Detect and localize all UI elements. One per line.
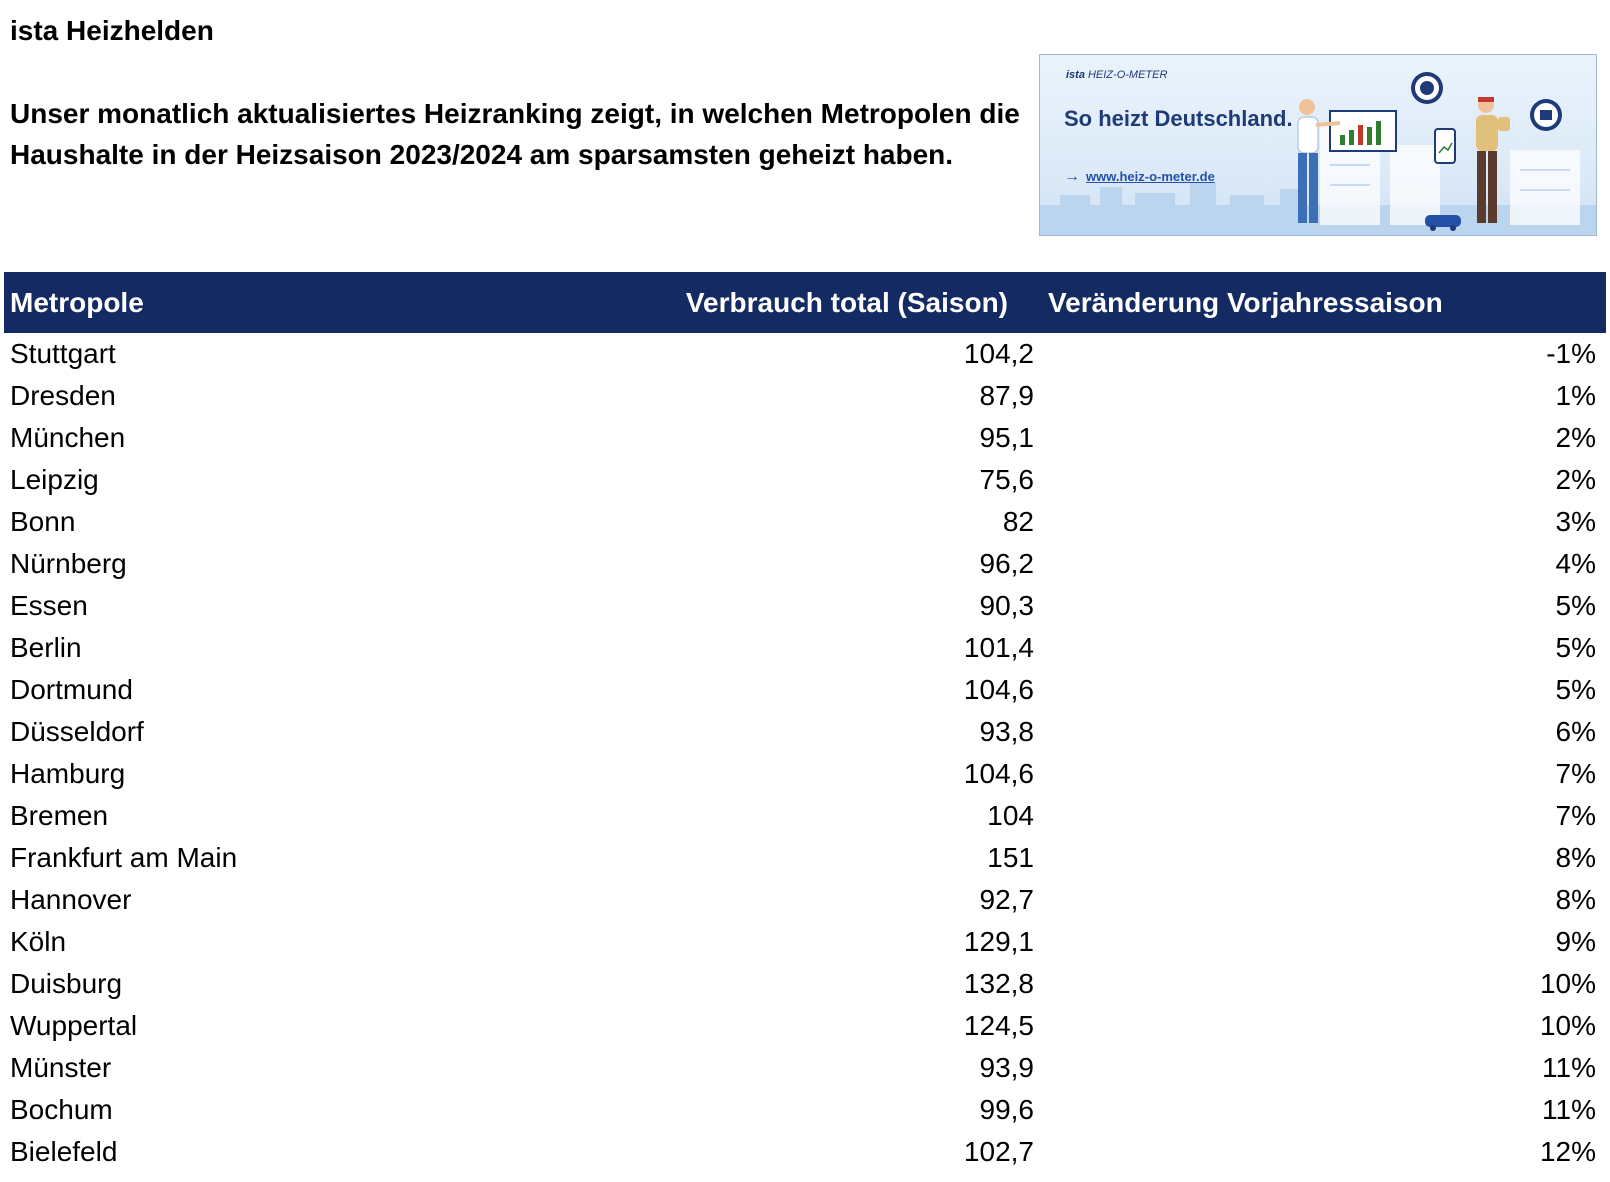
change-cell: 4% bbox=[1555, 548, 1596, 579]
table-row bbox=[4, 1005, 1606, 1047]
table-header bbox=[4, 272, 1606, 333]
city-cell: Essen bbox=[10, 590, 88, 621]
change-cell: 10% bbox=[1539, 1010, 1596, 1041]
change-cell: 11% bbox=[1542, 1094, 1596, 1125]
intro-text: Unser monatlich aktualisiertes Heizranking zeigt, in welchen Metropolen die Haushalte in der Heizsaison 2023/2024 am sparsamsten geheizt haben. bbox=[10, 98, 1020, 170]
table-row bbox=[4, 711, 1606, 753]
consumption-cell: 102,7 bbox=[963, 1136, 1034, 1167]
ista-logo: ista bbox=[1066, 69, 1085, 81]
product-name: HEIZ-O-METER bbox=[1087, 69, 1168, 81]
change-cell: -1% bbox=[1546, 338, 1596, 369]
consumption-cell: 90,3 bbox=[979, 590, 1034, 621]
table-row bbox=[4, 921, 1606, 963]
table-row bbox=[4, 375, 1606, 417]
city-cell: München bbox=[10, 422, 126, 453]
city-cell: Köln bbox=[10, 926, 67, 957]
table-row bbox=[4, 333, 1606, 375]
change-cell: 11% bbox=[1542, 1052, 1596, 1083]
table-row bbox=[4, 1089, 1606, 1131]
change-cell: 7% bbox=[1555, 758, 1596, 789]
change-cell: 1% bbox=[1555, 380, 1596, 411]
change-cell: 3% bbox=[1555, 506, 1596, 537]
table-row bbox=[4, 501, 1606, 543]
arrow-right-icon: → bbox=[1064, 168, 1080, 185]
city-cell: Wuppertal bbox=[10, 1010, 138, 1041]
table-row bbox=[4, 585, 1606, 627]
banner-brand bbox=[1066, 69, 1167, 81]
table-row bbox=[4, 543, 1606, 585]
heiz-o-meter-banner[interactable] bbox=[1039, 54, 1597, 236]
column-header-metropole: Metropole bbox=[10, 286, 144, 318]
city-cell: Bielefeld bbox=[10, 1136, 118, 1167]
change-cell: 8% bbox=[1555, 884, 1596, 915]
banner-link[interactable] bbox=[1064, 169, 1215, 184]
table-row bbox=[4, 669, 1606, 711]
city-cell: Münster bbox=[10, 1052, 112, 1083]
table-row bbox=[4, 1047, 1606, 1089]
banner-link-text[interactable]: www.heiz-o-meter.de bbox=[1086, 169, 1215, 184]
consumption-cell: 124,5 bbox=[963, 1010, 1034, 1041]
table-row bbox=[4, 1131, 1606, 1173]
consumption-cell: 93,9 bbox=[979, 1052, 1034, 1083]
consumption-cell: 93,8 bbox=[979, 716, 1034, 747]
column-header-verbrauch: Verbrauch total (Saison) bbox=[685, 286, 1008, 318]
change-cell: 12% bbox=[1539, 1136, 1596, 1167]
consumption-cell: 104 bbox=[987, 800, 1034, 831]
table-row bbox=[4, 627, 1606, 669]
consumption-cell: 87,9 bbox=[979, 380, 1034, 411]
table-row bbox=[4, 963, 1606, 1005]
change-cell: 2% bbox=[1555, 422, 1596, 453]
change-cell: 9% bbox=[1555, 926, 1596, 957]
change-cell: 5% bbox=[1555, 632, 1596, 663]
banner-illustration bbox=[1040, 55, 1597, 236]
table-body bbox=[4, 333, 1606, 1173]
city-cell: Dortmund bbox=[10, 674, 133, 705]
consumption-cell: 99,6 bbox=[979, 1094, 1034, 1125]
change-cell: 10% bbox=[1539, 968, 1596, 999]
change-cell: 5% bbox=[1555, 590, 1596, 621]
consumption-cell: 104,6 bbox=[963, 674, 1034, 705]
table-row bbox=[4, 417, 1606, 459]
table-row bbox=[4, 753, 1606, 795]
city-cell: Frankfurt am Main bbox=[10, 842, 238, 873]
city-cell: Bremen bbox=[10, 800, 109, 831]
table-row bbox=[4, 837, 1606, 879]
consumption-cell: 151 bbox=[987, 842, 1034, 873]
city-cell: Nürnberg bbox=[10, 548, 127, 579]
consumption-cell: 104,6 bbox=[963, 758, 1034, 789]
change-cell: 5% bbox=[1555, 674, 1596, 705]
consumption-cell: 101,4 bbox=[963, 632, 1034, 663]
city-cell: Bonn bbox=[10, 506, 76, 537]
city-cell: Duisburg bbox=[10, 968, 123, 999]
consumption-cell: 129,1 bbox=[963, 926, 1034, 957]
sheet-title: ista Heizhelden bbox=[10, 15, 214, 46]
city-cell: Berlin bbox=[10, 632, 82, 663]
consumption-cell: 92,7 bbox=[979, 884, 1034, 915]
change-cell: 2% bbox=[1555, 464, 1596, 495]
consumption-cell: 95,1 bbox=[979, 422, 1034, 453]
table-row bbox=[4, 459, 1606, 501]
heizranking-table bbox=[4, 272, 1606, 1173]
column-header-veraenderung: Veränderung Vorjahressaison bbox=[1048, 286, 1443, 318]
consumption-cell: 82 bbox=[1002, 506, 1034, 537]
table-row bbox=[4, 795, 1606, 837]
consumption-cell: 132,8 bbox=[963, 968, 1034, 999]
city-cell: Stuttgart bbox=[10, 338, 116, 369]
city-cell: Hamburg bbox=[10, 758, 126, 789]
city-cell: Düsseldorf bbox=[10, 716, 144, 747]
city-cell: Bochum bbox=[10, 1094, 113, 1125]
consumption-cell: 104,2 bbox=[963, 338, 1034, 369]
city-cell: Leipzig bbox=[10, 464, 99, 495]
change-cell: 6% bbox=[1555, 716, 1596, 747]
consumption-cell: 96,2 bbox=[979, 548, 1034, 579]
banner-headline: So heizt Deutschland. bbox=[1064, 106, 1293, 131]
table-row bbox=[4, 879, 1606, 921]
city-cell: Hannover bbox=[10, 884, 132, 915]
consumption-cell: 75,6 bbox=[979, 464, 1034, 495]
change-cell: 8% bbox=[1555, 842, 1596, 873]
city-cell: Dresden bbox=[10, 380, 116, 411]
change-cell: 7% bbox=[1555, 800, 1596, 831]
